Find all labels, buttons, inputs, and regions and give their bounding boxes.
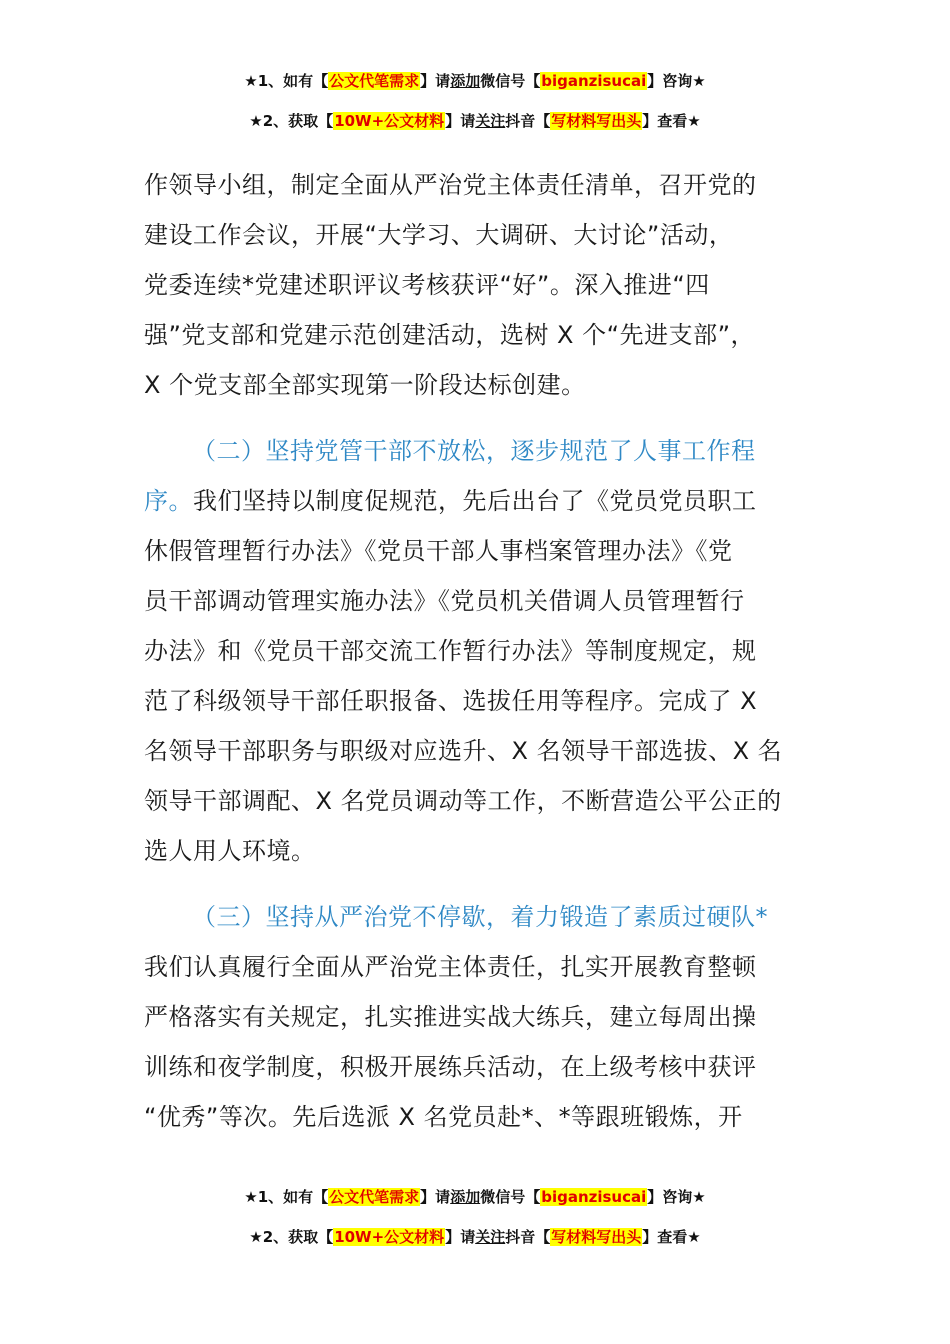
banner-text: ★1、如有【 — [244, 72, 329, 90]
banner-highlight: 10W+公文材料 — [334, 112, 445, 130]
paragraph-line: 训练和夜学制度，积极开展练兵活动，在上级考核中获评 — [144, 1053, 757, 1081]
paragraph-line: 我们认真履行全面从严治党主体责任，扎实开展教育整顿 — [144, 953, 757, 981]
banner-text: 】查看★ — [642, 1228, 701, 1246]
banner-highlight: 写材料写出头 — [551, 112, 642, 130]
paragraph-line: “优秀”等次。先后选派 X 名党员赴*、*等跟班锻炼，开 — [144, 1103, 743, 1131]
paragraph-line: 办法》和《党员干部交流工作暂行办法》等制度规定，规 — [144, 637, 757, 665]
banner-underline: 关注 — [475, 1228, 506, 1246]
banner-text: 】请 — [420, 72, 451, 90]
paragraph-line: 员干部调动管理实施办法》《党员机关借调人员管理暂行 — [144, 587, 745, 615]
paragraph-line: 党委连续*党建述职评议考核获评“好”。深入推进“四 — [144, 271, 710, 299]
paragraph-line: 范了科级领导干部任职报备、选拔任用等程序。完成了 X — [144, 687, 758, 715]
banner-highlight: 公文代笔需求 — [329, 72, 420, 90]
top-banner-line-2 — [0, 110, 950, 132]
bottom-banner-line-1 — [0, 1186, 950, 1208]
banner-underline: 添加 — [450, 1188, 481, 1206]
banner-highlight: 写材料写出头 — [551, 1228, 642, 1246]
banner-text: ★2、获取【 — [249, 112, 334, 130]
banner-highlight: 公文代笔需求 — [329, 1188, 420, 1206]
top-banner-line-1 — [0, 70, 950, 92]
banner-text: 】咨询★ — [647, 72, 706, 90]
banner-text: 】请 — [445, 1228, 476, 1246]
banner-text: 】查看★ — [642, 112, 701, 130]
banner-text: 微信号【 — [480, 1188, 541, 1206]
section-heading-3: （三）坚持从严治党不停歇，着力锻造了素质过硬队* — [192, 903, 768, 931]
paragraph-line — [144, 476, 814, 526]
banner-highlight: biganzisucai — [541, 1188, 647, 1206]
banner-text: 抖音【 — [505, 112, 551, 130]
paragraph-line: 强”党支部和党建示范创建活动，选树 X 个“先进支部”， — [144, 321, 755, 349]
paragraph-line: 领导干部调配、X 名党员调动等工作，不断营造公平公正的 — [144, 787, 782, 815]
paragraph-line: 名领导干部职务与职级对应选升、X 名领导干部选拔、X 名 — [144, 737, 783, 765]
section-heading-2-tail: 序。 — [144, 487, 193, 515]
document-body — [144, 160, 814, 1142]
banner-highlight: biganzisucai — [541, 72, 647, 90]
paragraph-line: 选人用人环境。 — [144, 837, 316, 865]
banner-text: 】请 — [420, 1188, 451, 1206]
banner-text: 微信号【 — [480, 72, 541, 90]
banner-underline: 添加 — [450, 72, 481, 90]
paragraph-line: 休假管理暂行办法》《党员干部人事档案管理办法》《党 — [144, 537, 733, 565]
paragraph-line: 作领导小组，制定全面从严治党主体责任清单，召开党的 — [144, 171, 757, 199]
banner-text: 】咨询★ — [647, 1188, 706, 1206]
paragraph-line: X 个党支部全部实现第一阶段达标创建。 — [144, 371, 586, 399]
paragraph-text: 我们坚持以制度促规范，先后出台了《党员党员职工 — [193, 487, 757, 515]
banner-text: 抖音【 — [505, 1228, 551, 1246]
section-heading-2: （二）坚持党管干部不放松，逐步规范了人事工作程 — [192, 437, 756, 465]
paragraph-line: 严格落实有关规定，扎实推进实战大练兵，建立每周出操 — [144, 1003, 757, 1031]
bottom-banner-line-2 — [0, 1226, 950, 1248]
banner-underline: 关注 — [475, 112, 506, 130]
paragraph-line: 建设工作会议，开展“大学习、大调研、大讨论”活动， — [144, 221, 734, 249]
banner-text: 】请 — [445, 112, 476, 130]
banner-highlight: 10W+公文材料 — [334, 1228, 445, 1246]
banner-text: ★2、获取【 — [249, 1228, 334, 1246]
banner-text: ★1、如有【 — [244, 1188, 329, 1206]
